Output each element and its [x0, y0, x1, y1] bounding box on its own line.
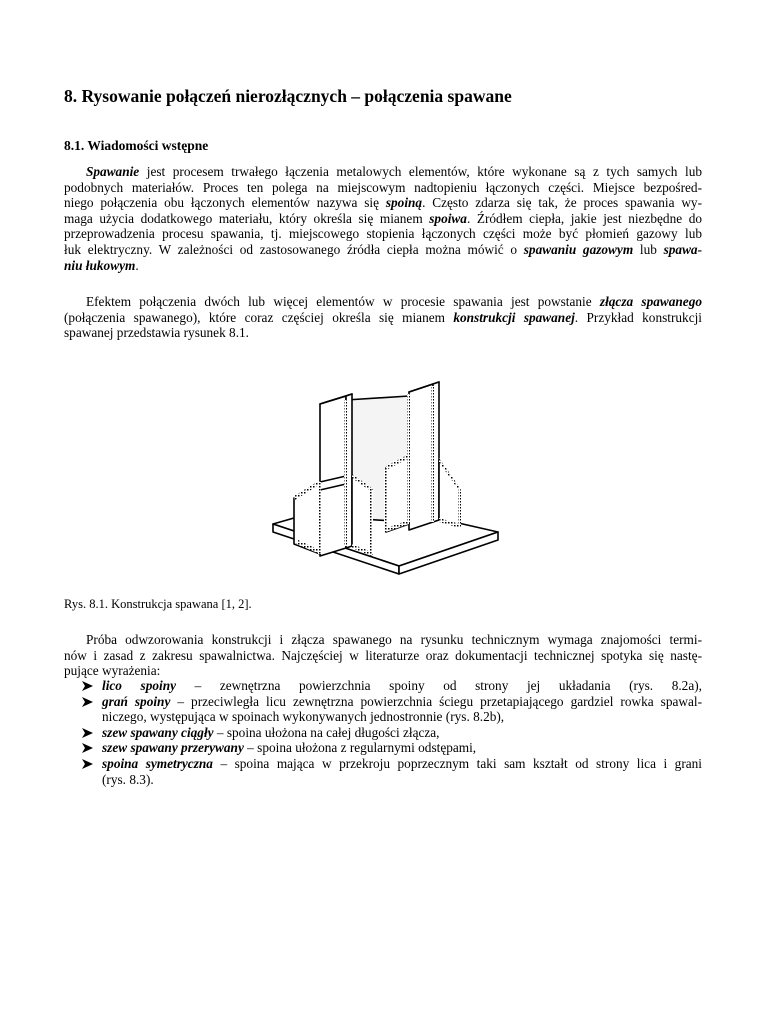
back-gusset-right	[439, 460, 460, 526]
text-run: nów i zasad z zakresu spawalnictwa. Najczęściej w literaturze oraz dokumentacji technicznej spotyka się nastę-	[64, 647, 702, 663]
text-run: – spoina ułożona na całej długości złącza,	[213, 724, 440, 740]
text-run: (rys. 8.3).	[102, 771, 154, 787]
definition-list	[82, 678, 702, 787]
paragraph-line	[64, 211, 702, 227]
term-szew-ciagly: szew spawany ciągły	[102, 724, 214, 740]
term-spawanie-lukowe-a: spawa-	[663, 241, 703, 257]
term-spawanie: Spawanie	[86, 164, 140, 179]
paragraph-line	[64, 632, 702, 648]
weld-seam-vert-2	[370, 490, 373, 554]
chapter-heading: 8. Rysowanie połączeń nierozłącznych – połączenia spawane	[64, 86, 512, 106]
term-zlacze-spawane: złącza spawanego	[599, 294, 702, 309]
weld-seam-vert-1	[318, 482, 321, 554]
term-lico-spoiny: lico spoiny	[102, 678, 176, 693]
text-run: niczego, występująca w spoinach wykonywanych jednostronnie (rys. 8.2b),	[102, 709, 505, 725]
text-run: – przeciwległa licu zewnętrzna powierzchnia ściegu przetapiającego gardziel rowka spawal-	[170, 693, 703, 709]
text-run: . Źródłem ciepła, jakie jest niezbędne do	[466, 210, 702, 226]
front-flange-front	[320, 396, 346, 556]
weld-seam-flange	[431, 386, 434, 522]
text-run: – zewnętrzna powierzchnia spoiny od strony jej układania (rys. 8.2a),	[176, 678, 702, 693]
paragraph-line	[64, 294, 702, 310]
text-run: pujące wyrażenia:	[64, 663, 161, 679]
list-item	[82, 725, 702, 741]
paragraph-3	[64, 632, 702, 679]
list-item	[82, 740, 702, 756]
list-item	[82, 694, 702, 710]
paragraph-line	[64, 180, 702, 196]
paragraph-line	[64, 325, 702, 341]
paragraph-line	[64, 258, 702, 274]
text-run: (połączenia spawanego), które coraz częściej określa się mianem	[64, 309, 454, 325]
arrow-bullet-icon	[82, 759, 93, 769]
weld-seam-web-front	[344, 400, 347, 546]
term-szew-przerywany: szew spawany przerywany	[102, 740, 244, 756]
figure-caption: Rys. 8.1. Konstrukcja spawana [1, 2].	[64, 597, 252, 611]
text-run: jest procesem trwałego łączenia metalowych elementów, które wykonane są z tych samych lub	[139, 164, 702, 179]
paragraph-line	[64, 663, 702, 679]
paragraph-2	[64, 294, 702, 341]
text-run: spawanej przedstawia rysunek 8.1.	[64, 325, 249, 341]
term-spoina-symetryczna: spoina symetryczna	[102, 755, 213, 771]
list-item	[82, 756, 702, 772]
term-spawanie-lukowe-b: niu łukowym	[64, 257, 136, 273]
text-run: niego połączenia obu łączonych elementów nazywa się	[64, 195, 386, 211]
text-run: podobnych materiałów. Proces ten polega na miejscowym nadtopieniu łączonych części. Miejsce bezpośred-	[64, 179, 702, 195]
list-item	[82, 678, 702, 694]
text-run: przeprowadzenia procesu spawania, tj. miejscowego stopienia łączonych części może być płomień gazowy lub	[64, 226, 702, 242]
term-gran-spoiny: grań spoiny	[102, 693, 171, 709]
paragraph-line	[64, 226, 702, 242]
paragraph-line	[64, 648, 702, 664]
list-item-continuation	[82, 772, 702, 788]
paragraph-line	[64, 164, 702, 180]
text-run: Próba odwzorowania konstrukcji i złącza spawanego na rysunku technicznym wymaga znajomości termi-	[86, 632, 702, 647]
list-item-continuation	[82, 709, 702, 725]
section-heading: 8.1. Wiadomości wstępne	[64, 138, 209, 153]
term-konstrukcja-spawana: konstrukcji spawanej	[453, 309, 575, 325]
arrow-bullet-icon	[82, 681, 93, 691]
term-spoina: spoiną	[385, 195, 423, 211]
text-run: – spoina mająca w przekroju poprzecznym taki sam kształt od strony lica i grani	[212, 755, 702, 771]
welded-structure-figure	[268, 372, 500, 582]
paragraph-1	[64, 164, 702, 273]
text-run: Efektem połączenia dwóch lub więcej elementów w procesie spawania jest powstanie	[86, 294, 600, 309]
text-run: . Przykład konstrukcji	[574, 309, 702, 325]
text-run: lub	[633, 241, 664, 257]
arrow-bullet-icon	[82, 728, 93, 738]
text-run: .	[135, 257, 139, 273]
text-run: maga użycia dodatkowego materiału, który określa się mianem	[64, 210, 430, 226]
text-run: – spoina ułożona z regularnymi odstępami,	[243, 740, 477, 756]
arrow-bullet-icon	[82, 743, 93, 753]
back-flange-front	[409, 384, 433, 530]
text-run: . Często zdarza się tak, że proces spawania wy-	[422, 195, 702, 211]
paragraph-line	[64, 242, 702, 258]
term-spoiwo: spoiwa	[429, 210, 467, 226]
weld-seam-vert-3	[384, 468, 387, 532]
text-run: łuk elektryczny. W zależności od zastosowanego źródła ciepła można mówić o	[64, 241, 524, 257]
weld-seam-vert-4	[458, 490, 461, 526]
paragraph-line	[64, 195, 702, 211]
paragraph-line	[64, 310, 702, 326]
arrow-bullet-icon	[82, 697, 93, 707]
term-spawanie-gazowe: spawaniu gazowym	[523, 241, 634, 257]
